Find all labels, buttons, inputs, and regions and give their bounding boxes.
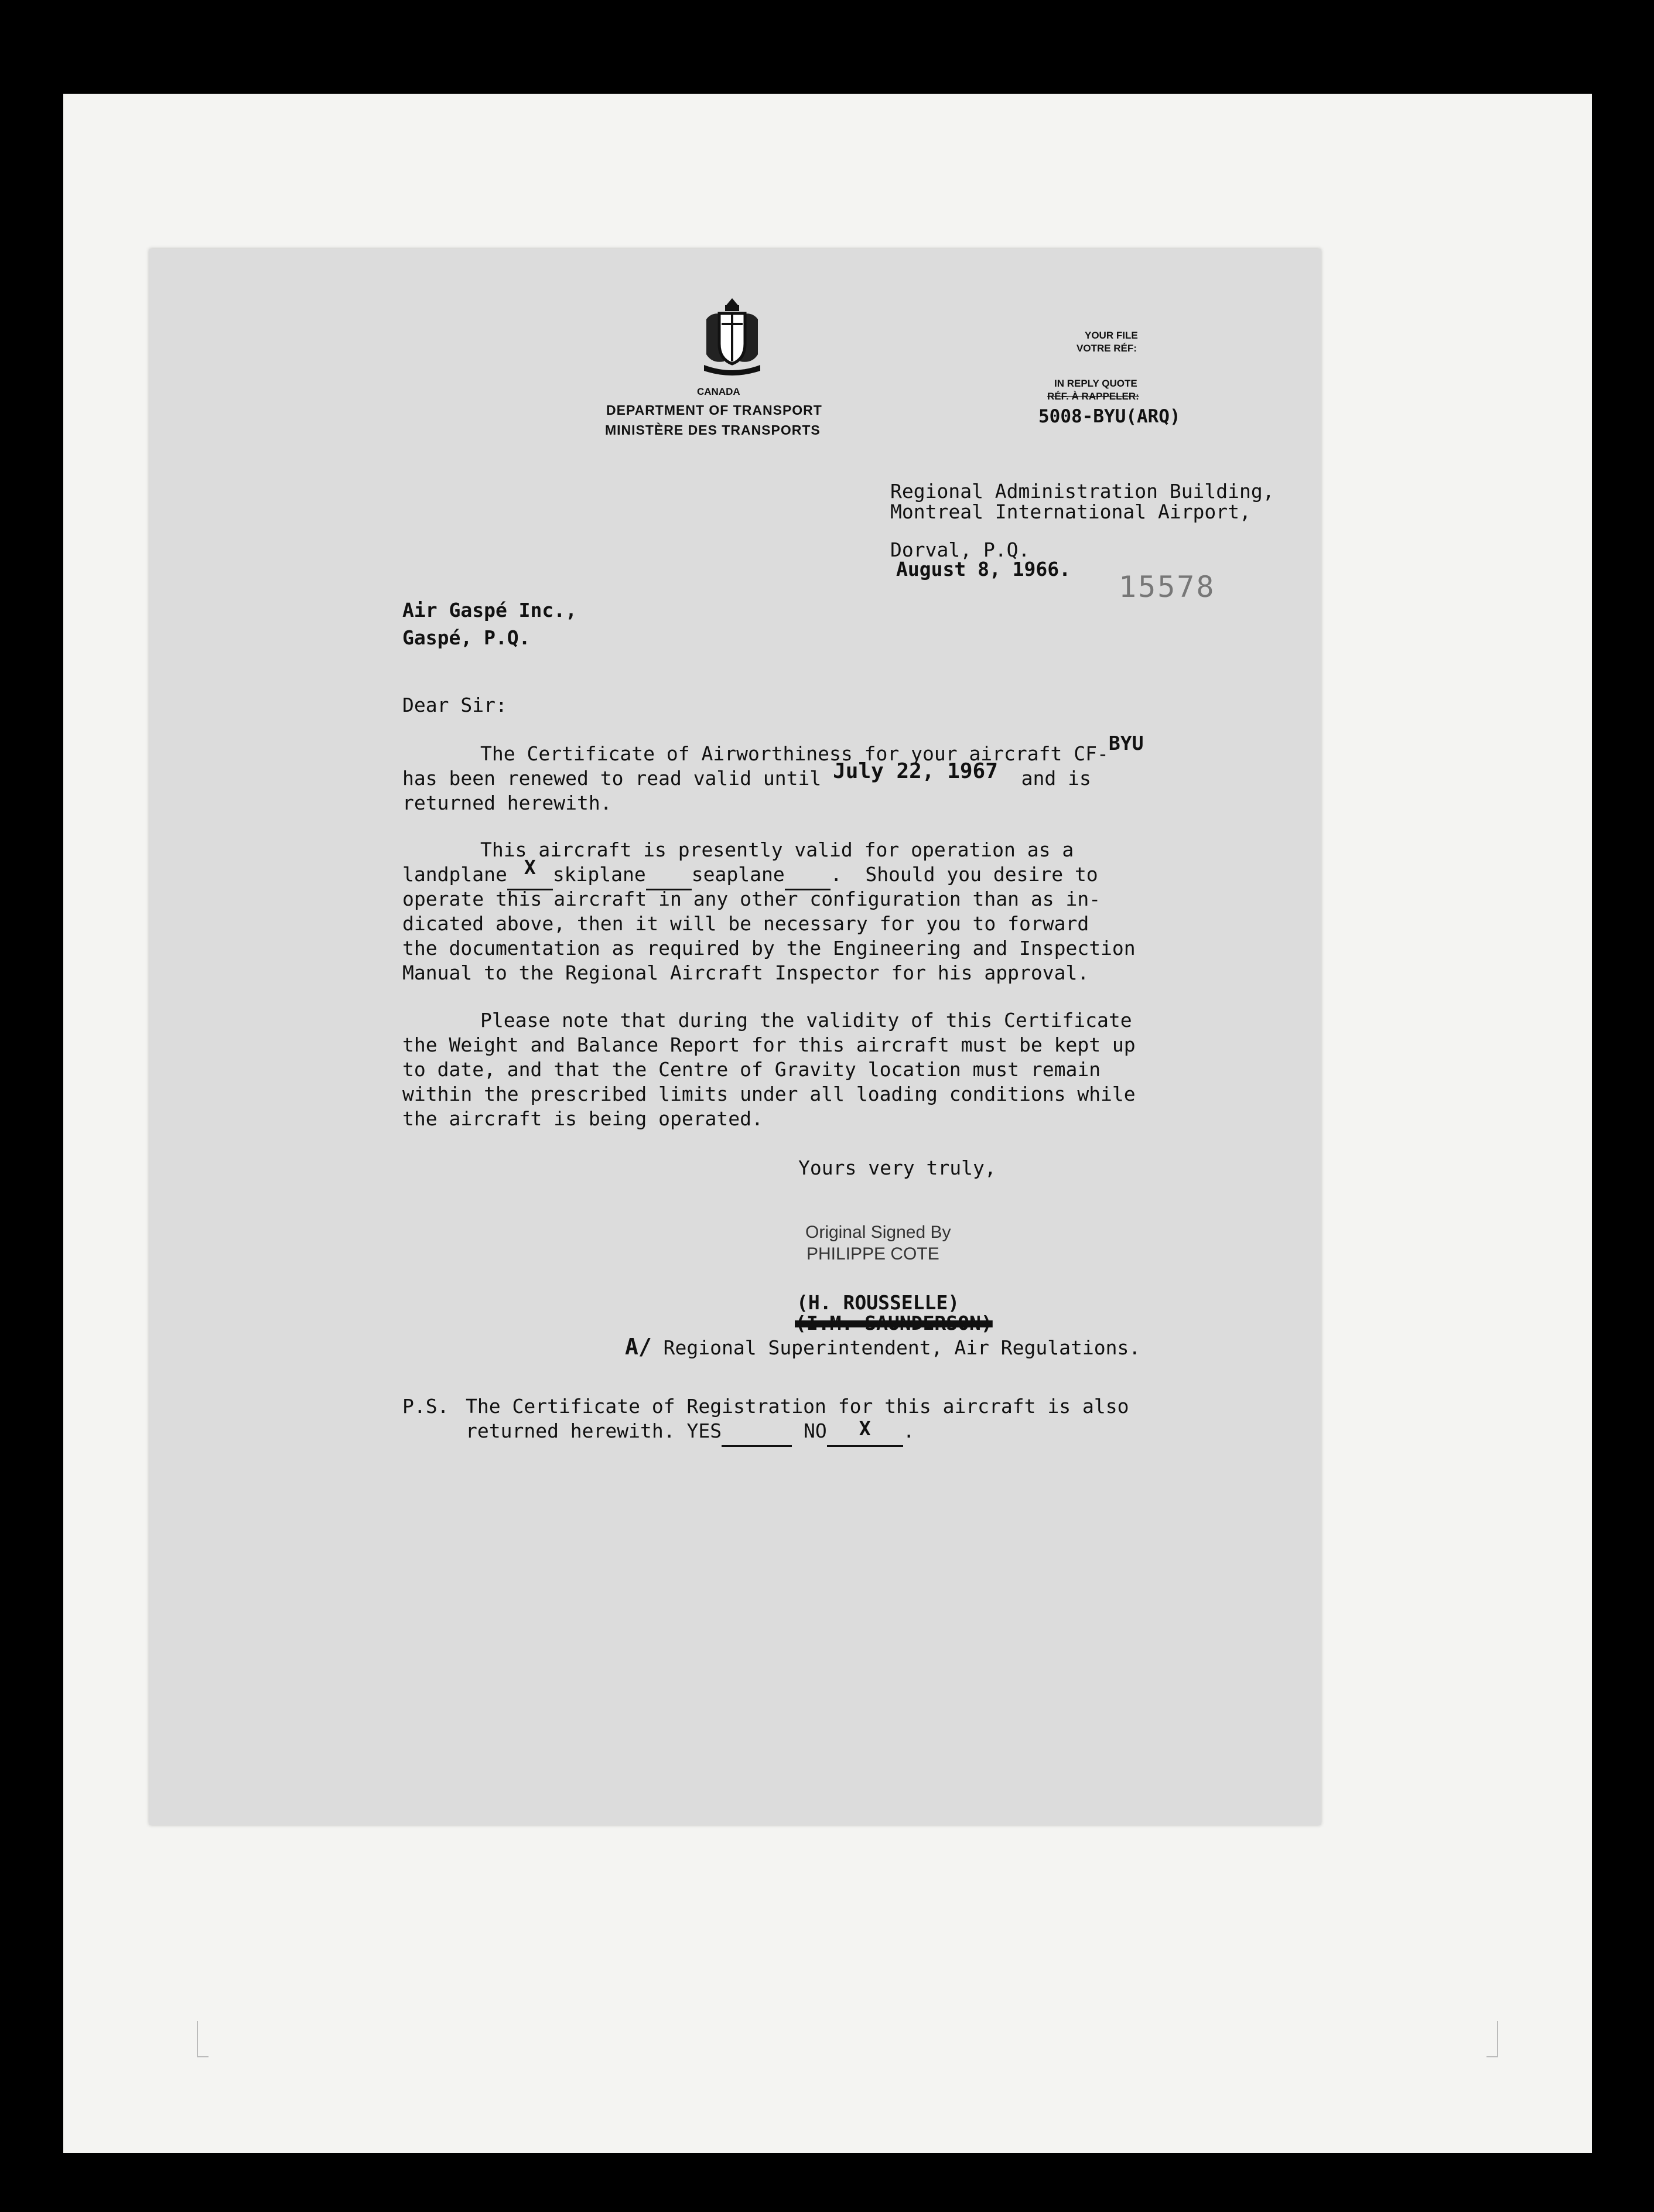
signatory-name: (H. ROUSSELLE) [797, 1291, 960, 1314]
ps-label: P.S. [402, 1395, 449, 1418]
recipient-line-1: Air Gaspé Inc., [402, 599, 577, 622]
para3-line2: the Weight and Balance Report for this aircraft must be kept up [402, 1033, 1136, 1056]
para3-line4: within the prescribed limits under all loading conditions while [402, 1083, 1136, 1105]
department-fr: MINISTÈRE DES TRANSPORTS [605, 422, 821, 438]
para2-line3: operate this aircraft in any other configuration than as in- [402, 887, 1101, 910]
crop-mark-left [197, 2021, 209, 2057]
struck-signatory-name: (I.M. SAUNDERSON) [795, 1312, 993, 1334]
department-en: DEPARTMENT OF TRANSPORT [606, 402, 822, 418]
address-line-2: Montreal International Airport, [890, 500, 1251, 523]
ps-line1: The Certificate of Registration for this aircraft is also [466, 1395, 1129, 1418]
ref-rappeler-label: RÉF. À RAPPELER: [1047, 391, 1139, 402]
para1-line3: returned herewith. [402, 791, 612, 814]
your-file-label: YOUR FILE [1085, 330, 1138, 341]
para2-line2: landplane X skiplane seaplane . Should you desire to [402, 861, 1098, 890]
reference-number: 5008-BYU(ARQ) [1038, 406, 1181, 427]
acting-prefix: A/ [625, 1334, 652, 1360]
para1-line1: The Certificate of Airworthiness for your aircraft CF-BYU [480, 732, 1144, 765]
signature-stamp-line1: Original Signed By [805, 1223, 951, 1242]
para2-line4: dicated above, then it will be necessary for you to forward [402, 912, 1089, 935]
para2-line5: the documentation as required by the Engineering and Inspection [402, 937, 1136, 960]
salutation: Dear Sir: [402, 694, 507, 716]
para2-line6: Manual to the Regional Aircraft Inspector for his approval. [402, 961, 1089, 984]
address-line-3: Dorval, P.Q. [890, 538, 1030, 561]
signature-stamp-line2: PHILIPPE COTE [807, 1244, 939, 1264]
reply-quote-label: IN REPLY QUOTE [1054, 378, 1137, 389]
no-mark: X [859, 1417, 871, 1440]
closing: Yours very truly, [798, 1156, 996, 1179]
para2-line1: This aircraft is presently valid for operation as a [480, 838, 1074, 861]
letter-date: August 8, 1966. [896, 558, 1071, 581]
crop-mark-right [1486, 2021, 1498, 2057]
para3-line1: Please note that during the validity of this Certificate [480, 1009, 1132, 1032]
valid-until-date: July 22, 1967 [833, 759, 998, 783]
stamp-number: 15578 [1119, 570, 1216, 604]
recipient-line-2: Gaspé, P.Q. [402, 626, 531, 649]
address-line-1: Regional Administration Building, [890, 480, 1274, 503]
aircraft-registration: BYU [1108, 732, 1144, 755]
landplane-mark: X [524, 856, 536, 879]
country-label: CANADA [697, 386, 740, 397]
para3-line3: to date, and that the Centre of Gravity location must remain [402, 1058, 1101, 1081]
para3-line5: the aircraft is being operated. [402, 1107, 763, 1130]
votre-ref-label: VOTRE RÉF: [1077, 343, 1137, 354]
signatory-title-line: A/ Regional Superintendent, Air Regulations. [625, 1334, 1141, 1360]
ps-line2: returned herewith. YES NO X . [466, 1417, 915, 1447]
letter-sheet [149, 249, 1321, 1825]
coat-of-arms-icon [698, 296, 766, 378]
para1-line2: has been renewed to read valid until July 22, 1967 and is [402, 759, 1091, 790]
